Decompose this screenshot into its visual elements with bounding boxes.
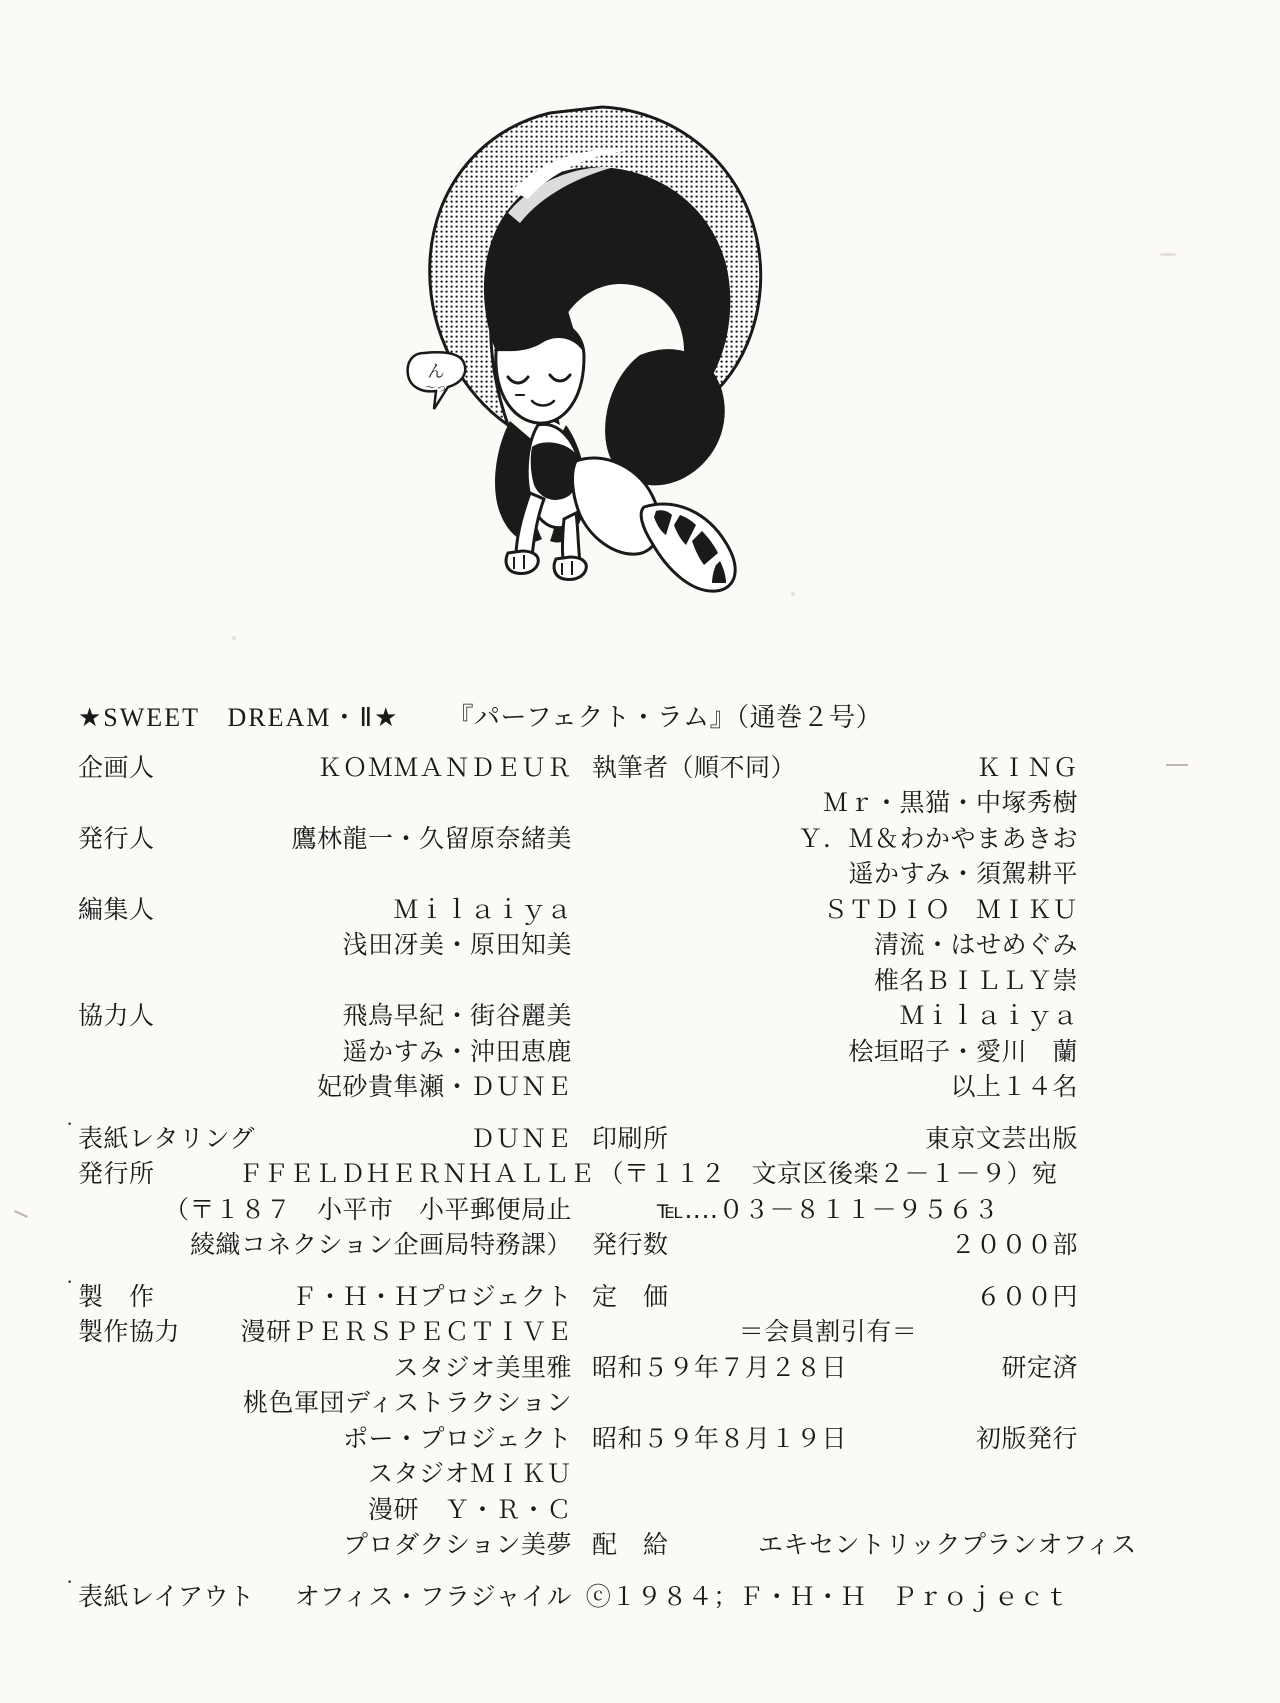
copyright-notice: ⓒ１９８４；Ｆ・Ｈ・Ｈ Ｐｒｏｊｅｃｔ xyxy=(585,1583,1071,1611)
member-discount-note: ＝会員割引有＝ xyxy=(738,1319,918,1347)
production-cooperation-4: ポー・プロジェクト xyxy=(342,1425,572,1453)
publication-date-2: 昭和５９年８月１９日 xyxy=(592,1425,848,1453)
contributor-name: ＫＩＮＧ xyxy=(975,754,1078,782)
field-label-cover-layout: · 表紙レイアウト xyxy=(78,1580,238,1616)
publishing-office-address-2: 綾織コネクション企画局特務課） xyxy=(189,1232,572,1260)
paper-speck xyxy=(1159,253,1177,256)
spacer-cell xyxy=(578,964,758,1000)
production-cooperation-7: プロダクション美夢 xyxy=(342,1532,572,1560)
spacer-cell xyxy=(578,1070,758,1106)
field-label-cooperation: 協力人 xyxy=(78,1003,155,1031)
colophon-title-row xyxy=(78,700,1088,737)
colophon xyxy=(78,700,1137,1615)
field-value-cooperation-2: 遥かすみ・沖田恵鹿 xyxy=(342,1038,572,1066)
spacer-cell xyxy=(578,1457,758,1493)
field-label-publishing-office: 発行所 xyxy=(78,1161,155,1189)
field-value-price: ６００円 xyxy=(975,1283,1078,1311)
row-spacer xyxy=(78,1264,1078,1280)
contributor-name: 桧垣昭子・愛川 蘭 xyxy=(848,1038,1078,1066)
field-label-blank-e xyxy=(78,1035,238,1071)
field-label-cover-lettering: · 表紙レタリング xyxy=(78,1122,238,1158)
contributor-name: ＳＴＤＩＯ ＭＩＫＵ xyxy=(822,896,1078,924)
printer-address: （〒１１２ 文京区後楽２－１－９）宛 xyxy=(598,1161,1058,1189)
publication-date-1-note: 研定済 xyxy=(1001,1354,1078,1382)
spacer-cell xyxy=(578,1386,758,1422)
field-value-publishing-office: ＦＦＥＬＤＨＥＲＮＨＡＬＬＥ xyxy=(238,1161,596,1189)
field-value-blank-d xyxy=(238,964,578,1000)
field-label-copies: 発行数 xyxy=(592,1232,669,1260)
field-label-blank-b xyxy=(78,857,238,893)
edge-mark xyxy=(1166,764,1188,766)
field-label-blank-f xyxy=(78,1070,238,1106)
production-cooperation-5: スタジオＭＩＫＵ xyxy=(367,1461,572,1489)
contributors-header: 執筆者（順不同） xyxy=(592,754,797,782)
row-spacer xyxy=(78,1106,1078,1122)
field-label-blank-c xyxy=(78,928,238,964)
field-value-editor: Ｍｉｌａｉｙａ xyxy=(393,896,572,924)
publishing-office-address-1: （〒１８７ 小平市 小平郵便局止 xyxy=(163,1196,572,1224)
page-title: ★SWEET DREAM・Ⅱ★ xyxy=(78,703,400,732)
spacer-cell xyxy=(578,1035,758,1071)
field-label-planner: 企画人 xyxy=(78,754,155,782)
field-label-distribution: 配 給 xyxy=(592,1532,669,1560)
printer-telephone: ℡‥‥０３－８１１－９５６３ xyxy=(656,1196,1000,1224)
contributor-name: 清流・はせめぐみ xyxy=(873,932,1078,960)
field-value-cover-layout: オフィス・フラジャイル xyxy=(294,1583,572,1611)
field-value-production-cooperation: 漫研ＰＥＲＳＰＥＣＴＩＶＥ xyxy=(240,1319,572,1347)
spacer-cell xyxy=(578,999,758,1035)
field-label-production-cooperation: 製作協力 xyxy=(78,1319,181,1347)
contributor-name: Ｍｒ・黒猫・中塚秀樹 xyxy=(822,790,1078,818)
spacer-cell xyxy=(758,1457,1078,1493)
field-value-printer: 東京文芸出版 xyxy=(924,1125,1078,1153)
page-subtitle: 『パーフェクト・ラム』（通巻２号） xyxy=(447,703,883,732)
field-label-printer: 印刷所 xyxy=(592,1125,669,1153)
contributor-name: 遥かすみ・須駕耕平 xyxy=(848,861,1078,889)
spacer-cell xyxy=(578,822,758,858)
paper-speck xyxy=(791,592,795,596)
spacer-cell xyxy=(578,893,758,929)
svg-text:〜っ: 〜っ xyxy=(425,381,447,394)
spacer-cell xyxy=(758,1493,1078,1529)
publication-date-2-note: 初版発行 xyxy=(975,1425,1078,1453)
field-value-planner: ＫＯＭＭＡＮＤＥＵＲ xyxy=(316,754,572,782)
colophon-grid xyxy=(78,751,1137,1616)
contributor-total: 以上１４名 xyxy=(950,1074,1078,1102)
contributor-name: Ｙ．Ｍ＆わかやまあきお xyxy=(797,825,1078,853)
field-value-cooperation-3: 妃砂貴隼瀬・ＤＵＮＥ xyxy=(316,1074,572,1102)
field-value-cooperation: 飛鳥早紀・街谷麗美 xyxy=(342,1003,572,1031)
row-spacer xyxy=(78,1564,1078,1580)
contributor-name: 椎名ＢＩＬＬＹ崇 xyxy=(873,967,1078,995)
field-value-distribution: エキセントリックプランオフィス xyxy=(758,1532,1137,1560)
production-cooperation-3: 桃色軍団ディストラクション xyxy=(242,1390,572,1418)
field-value-copies: ２０００部 xyxy=(950,1232,1078,1260)
field-value-blank-a xyxy=(238,786,578,822)
spacer-cell xyxy=(578,786,758,822)
field-value-blank-b xyxy=(238,857,578,893)
paper-speck xyxy=(232,636,236,640)
field-label-editor: 編集人 xyxy=(78,896,155,924)
publication-date-1: 昭和５９年７月２８日 xyxy=(592,1354,848,1382)
contributor-name: Ｍｉｌａｉｙａ xyxy=(899,1003,1078,1031)
field-label-blank-a xyxy=(78,786,238,822)
field-label-blank-d xyxy=(78,964,238,1000)
cat-girl-illustration xyxy=(390,95,790,595)
production-cooperation-2: スタジオ美里雅 xyxy=(393,1354,572,1382)
production-cooperation-6: 漫研 Ｙ・Ｒ・Ｃ xyxy=(367,1496,572,1524)
spacer-cell xyxy=(578,1493,758,1529)
field-value-production: Ｆ・Ｈ・Ｈプロジェクト xyxy=(291,1283,572,1311)
spacer-cell xyxy=(758,1386,1078,1422)
field-value-cover-lettering: ＤＵＮＥ xyxy=(469,1125,572,1153)
spacer-cell xyxy=(578,857,758,893)
field-label-price: 定 価 xyxy=(592,1283,669,1311)
svg-text:ん: ん xyxy=(427,362,445,382)
field-value-publisher: 鷹林龍一・久留原奈緒美 xyxy=(291,825,572,853)
field-value-editor-2: 浅田冴美・原田知美 xyxy=(342,932,572,960)
edge-mark xyxy=(14,1210,28,1218)
spacer-cell xyxy=(578,928,758,964)
field-label-publisher: 発行人 xyxy=(78,825,155,853)
field-label-production: · 製 作 xyxy=(78,1280,238,1316)
